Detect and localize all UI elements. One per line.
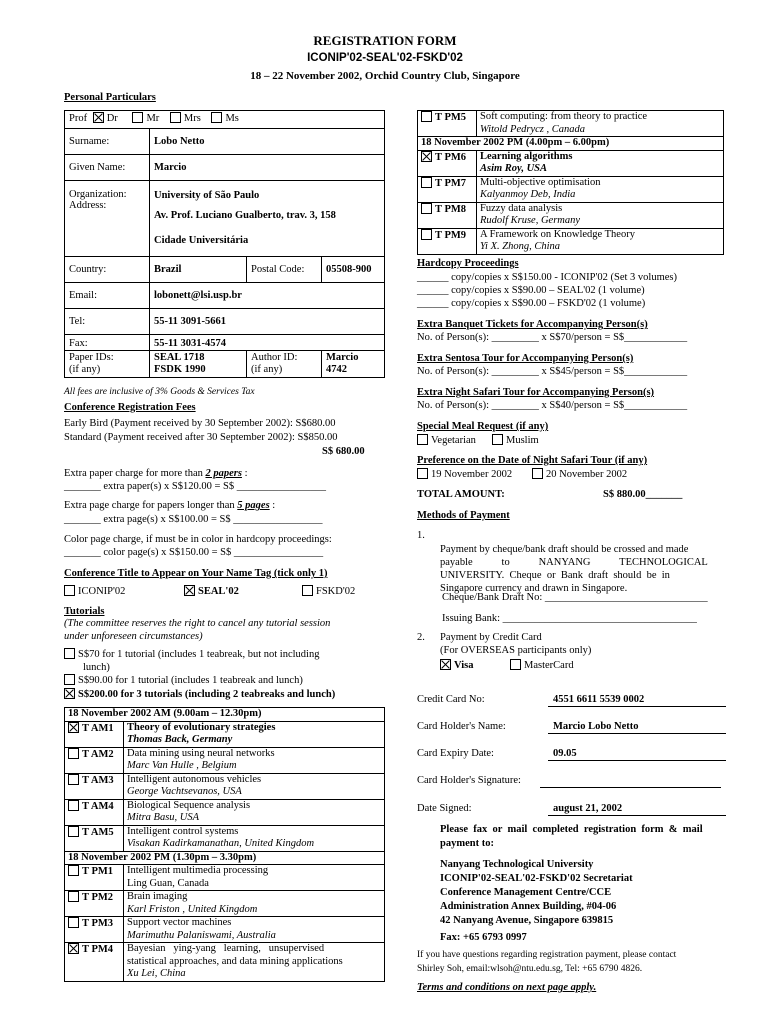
am4-author: Mitra Basu, USA — [127, 812, 200, 823]
country-field[interactable]: Brazil — [150, 257, 247, 283]
title-mrs-checkbox[interactable] — [170, 112, 181, 123]
early-bird-fee: Early Bird (Payment received by 30 September 2002): S$680.00 — [64, 418, 336, 429]
extra-paper-limit: 2 papers — [205, 468, 242, 479]
tutorials-heading: Tutorials — [64, 606, 105, 617]
address-building: Administration Annex Building, #04-06 — [440, 901, 617, 912]
tutorial-opt1-checkbox[interactable] — [64, 648, 75, 659]
surname-field[interactable]: Lobo Netto — [150, 129, 385, 155]
am2-title: Data mining using neural networks — [127, 747, 275, 759]
card-signature-label: Card Holder's Signature: — [417, 775, 521, 786]
author-id-2[interactable]: 4742 — [326, 364, 347, 375]
title-dr-checkbox[interactable] — [93, 112, 104, 123]
nametag-option-fskd — [302, 585, 355, 597]
pm6-author: Asim Roy, USA — [480, 163, 547, 174]
hardcopy-heading: Hardcopy Proceedings — [417, 258, 519, 269]
pm8-checkbox[interactable] — [421, 203, 432, 214]
fees-heading: Conference Registration Fees — [64, 402, 196, 413]
pm8-code: T PM8 — [435, 203, 467, 215]
card-expiry-field[interactable]: 09.05 — [548, 748, 726, 761]
paper-ids-if-any: (if any) — [69, 364, 101, 375]
vegetarian-label: Vegetarian — [431, 435, 476, 446]
tour-19-label: 19 November 2002 — [431, 469, 513, 480]
pm6-title: Learning algorithms — [480, 150, 573, 162]
visa-label: Visa — [454, 660, 474, 671]
extra-paper-question — [64, 468, 248, 479]
hardcopy-line-2[interactable]: ______ copy/copies x S$90.00 – SEAL'02 (1 volume) — [417, 285, 645, 296]
visa-checkbox[interactable] — [440, 659, 451, 670]
pm4-checkbox[interactable] — [68, 943, 79, 954]
pm4-title-2: statistical approaches, and data mining applications — [127, 955, 343, 967]
pm9-title: A Framework on Knowledge Theory — [480, 228, 635, 240]
tutorial-opt1-label: S$70 for 1 tutorial (includes 1 teabreak, but not including — [78, 649, 320, 660]
safari-heading: Extra Night Safari Tour for Accompanying Person(s) — [417, 387, 655, 398]
pm4-code: T PM4 — [82, 944, 114, 955]
am3-checkbox[interactable] — [68, 774, 79, 785]
muslim-label: Muslim — [506, 435, 539, 446]
gst-note: All fees are inclusive of 3% Goods & Services Tax — [64, 387, 255, 397]
pm2-author: Karl Friston , United Kingdom — [127, 903, 258, 915]
payment-m1-line-2: payable to NANYANG TECHNOLOGICAL — [440, 557, 708, 568]
pm2-session-heading: 18 November 2002 PM (4.00pm – 6.00pm) — [418, 137, 724, 151]
card-mastercard — [510, 659, 574, 671]
hardcopy-line-3[interactable]: ______ copy/copies x S$90.00 – FSKD'02 (1 volume) — [417, 298, 646, 309]
pm2-checkbox[interactable] — [68, 891, 79, 902]
tel-field[interactable]: 55-11 3091-5661 — [150, 309, 385, 335]
card-no-label: Credit Card No: — [417, 694, 485, 705]
tutorials-table-right — [417, 110, 724, 255]
country-label: Country: — [65, 257, 150, 283]
email-label: Email: — [65, 283, 150, 309]
author-id-label: Author ID: — [251, 352, 298, 363]
tour-date-20 — [532, 468, 627, 480]
address-line-2[interactable]: Cidade Universitária — [154, 235, 249, 246]
extra-paper-line[interactable]: _______ extra paper(s) x S$120.00 = S$ _________________ — [64, 481, 326, 492]
pm9-author: Yi X. Zhong, China — [480, 241, 561, 252]
pm-session-heading: 18 November 2002 PM (1.30pm – 3.30pm) — [65, 851, 385, 865]
tutorial-opt3-label: S$200.00 for 3 tutorials (including 2 teabreaks and lunch) — [78, 689, 336, 700]
tour-20-checkbox[interactable] — [532, 468, 543, 479]
pm4-author: Xu Lei, China — [127, 968, 186, 979]
pm9-checkbox[interactable] — [421, 229, 432, 240]
standard-fee: Standard (Payment received after 30 September 2002): S$850.00 — [64, 432, 338, 443]
pm8-title: Fuzzy data analysis — [480, 202, 563, 214]
am5-checkbox[interactable] — [68, 826, 79, 837]
muslim-checkbox[interactable] — [492, 434, 503, 445]
tutorial-option-1 — [64, 648, 374, 674]
card-holder-label: Card Holder's Name: — [417, 721, 506, 732]
address-secretariat: ICONIP'02-SEAL'02-FSKD'02 Secretariat — [440, 873, 633, 884]
meal-heading: Special Meal Request (if any) — [417, 421, 549, 432]
payment-m1-line-1: Payment by cheque/bank draft should be crossed and made — [440, 544, 689, 555]
fax-field[interactable]: 55-11 3031-4574 — [150, 335, 385, 351]
tutorial-opt2-label: S$90.00 for 1 tutorial (includes 1 teabreak and lunch) — [78, 675, 303, 686]
date-signed-field[interactable]: august 21, 2002 — [548, 803, 726, 816]
pm5-checkbox[interactable] — [421, 111, 432, 122]
am2-code: T AM2 — [82, 748, 114, 760]
pm2-code: T PM2 — [82, 892, 114, 903]
title-mr-checkbox[interactable] — [132, 112, 143, 123]
card-expiry-label: Card Expiry Date: — [417, 748, 494, 759]
tour-20-label: 20 November 2002 — [546, 469, 628, 480]
issuing-bank-field[interactable]: Issuing Bank: _____________________________________ — [442, 613, 697, 624]
mail-instruction-2: payment to: — [440, 838, 494, 849]
title-ms-checkbox[interactable] — [211, 112, 222, 123]
payment-m2-note: (For OVERSEAS participants only) — [440, 645, 592, 656]
pm7-author: Kalyanmoy Deb, India — [480, 189, 576, 200]
tutorials-table-left — [64, 707, 385, 982]
nametag-fskd-label: FSKD'02 — [316, 586, 356, 597]
title-mrs: Mrs — [183, 113, 201, 124]
am2-checkbox[interactable] — [68, 748, 79, 759]
pm2-title: Brain imaging — [127, 891, 188, 902]
extra-page-text: Extra page charge for papers longer than — [64, 500, 238, 511]
meal-muslim — [492, 434, 539, 446]
color-page-line[interactable]: _______ color page(s) x S$150.00 = S$ _________________ — [64, 547, 324, 558]
am3-code: T AM3 — [82, 774, 114, 786]
card-signature-field[interactable] — [540, 774, 721, 788]
email-field[interactable]: lobonett@lsi.usp.br — [150, 283, 385, 309]
conference-subtitle: ICONIP'02-SEAL'02-FSKD'02 — [307, 52, 463, 64]
extra-page-limit: 5 pages — [237, 500, 270, 511]
am5-title: Intelligent control systems — [127, 825, 239, 837]
sentosa-heading: Extra Sentosa Tour for Accompanying Person(s) — [417, 353, 634, 364]
pm3-author: Marimuthu Palaniswami, Australia — [127, 929, 276, 941]
pm1-checkbox[interactable] — [68, 865, 79, 876]
pm3-title: Support vector machines — [127, 917, 232, 928]
address-line-1[interactable]: Av. Prof. Luciano Gualberto, trav. 3, 158 — [154, 210, 336, 221]
conference-dates: 18 – 22 November 2002, Orchid Country Club, Singapore — [250, 70, 520, 82]
tour-date-19 — [417, 468, 512, 480]
mastercard-label: MasterCard — [524, 660, 574, 671]
organization-field[interactable]: University of São Paulo — [154, 190, 260, 201]
pm6-code: T PM6 — [435, 151, 467, 163]
extra-page-line[interactable]: _______ extra page(s) x S$100.00 = S$ _________________ — [64, 514, 323, 525]
am5-code: T AM5 — [82, 826, 114, 838]
given-name-label: Given Name: — [65, 155, 150, 181]
mastercard-checkbox[interactable] — [510, 659, 521, 670]
date-signed-label: Date Signed: — [417, 803, 472, 814]
tel-label: Tel: — [65, 309, 150, 335]
am4-code: T AM4 — [82, 800, 114, 812]
cheque-number-field[interactable]: Cheque/Bank Draft No: _______________________________ — [442, 592, 708, 603]
payment-heading: Methods of Payment — [417, 510, 510, 521]
pm7-title: Multi-objective optimisation — [480, 176, 601, 188]
banquet-heading: Extra Banquet Tickets for Accompanying Person(s) — [417, 319, 648, 330]
paper-ids-label: Paper IDs: — [69, 352, 114, 363]
given-name-field[interactable]: Marcio — [150, 155, 385, 181]
payment-method-1-number: 1. — [417, 530, 425, 541]
extra-paper-colon: : — [241, 468, 248, 479]
pm3-code: T PM3 — [82, 918, 114, 929]
payment-m1-line-3: UNIVERSITY. Cheque or Bank draft should be in — [440, 570, 670, 581]
author-id-1[interactable]: Marcio — [326, 352, 359, 363]
am3-author: George Vachtsevanos, USA — [127, 786, 242, 797]
pm1-code: T PM1 — [82, 866, 114, 877]
mail-instruction-1: Please fax or mail completed registration form & mail — [440, 824, 703, 835]
postal-label: Postal Code: — [247, 257, 322, 283]
tutorial-opt3-checkbox[interactable] — [64, 688, 75, 699]
pm4-title: Bayesian ying-yang learning, unsupervised — [127, 943, 325, 954]
payment-method-1 — [440, 530, 724, 595]
nametag-fskd-checkbox[interactable] — [302, 585, 313, 596]
title-ms: Ms — [225, 113, 239, 124]
pm5-title: Soft computing: from theory to practice — [480, 111, 648, 122]
am-session-heading: 18 November 2002 AM (9.00am – 12.30pm) — [65, 708, 385, 722]
tutorial-option-2 — [64, 674, 303, 686]
extra-page-colon: : — [269, 500, 276, 511]
am1-code: T AM1 — [82, 722, 114, 734]
nametag-heading: Conference Title to Appear on Your Name Tag (tick only 1) — [64, 568, 328, 579]
nametag-seal-label: SEAL'02 — [198, 586, 239, 597]
extra-paper-text: Extra paper charge for more than — [64, 468, 206, 479]
mailing-address — [440, 858, 633, 945]
am1-checkbox[interactable] — [68, 722, 79, 733]
pm7-code: T PM7 — [435, 177, 467, 189]
pm8-author: Rudolf Kruse, Germany — [480, 215, 581, 226]
am4-checkbox[interactable] — [68, 800, 79, 811]
am1-author: Thomas Back, Germany — [127, 734, 233, 745]
contact-line-2: Shirley Soh, email:wlsoh@ntu.edu.sg, Tel: +65 6790 4826. — [417, 964, 643, 974]
surname-label: Surname: — [65, 129, 150, 155]
postal-field[interactable]: 05508-900 — [322, 257, 385, 283]
card-visa — [440, 659, 473, 671]
pm9-code: T PM9 — [435, 229, 467, 241]
card-no-field[interactable]: 4551 6611 5539 0002 — [548, 694, 726, 707]
color-page-question: Color page charge, if must be in color in hardcopy proceedings: — [64, 534, 332, 545]
title-prof: Prof — [69, 113, 88, 124]
tutorial-opt2-checkbox[interactable] — [64, 674, 75, 685]
fees-total: S$ 680.00 — [322, 446, 365, 457]
tutorials-note-1: (The committee reserves the right to cancel any tutorial session — [64, 618, 331, 629]
paper-id-1[interactable]: SEAL 1718 — [154, 352, 205, 363]
title-dr: Dr — [106, 113, 118, 124]
nametag-option-iconip — [64, 585, 125, 597]
total-amount: S$ 880.00_______ — [603, 489, 683, 500]
fax-label: Fax: — [65, 335, 150, 351]
card-holder-field[interactable]: Marcio Lobo Netto — [548, 721, 726, 734]
tour-date-heading: Preference on the Date of Night Safari Tour (if any) — [417, 455, 648, 466]
personal-heading: Personal Particulars — [64, 92, 156, 103]
banquet-line[interactable]: No. of Person(s): _________ x S$70/person = S$____________ — [417, 332, 688, 343]
pm5-code: T PM5 — [435, 112, 467, 123]
tutorials-note-2: under unforeseen circumstances) — [64, 631, 203, 642]
hardcopy-line-1[interactable]: ______ copy/copies x S$150.00 - ICONIP'02 (Set 3 volumes) — [417, 272, 677, 283]
am4-title: Biological Sequence analysis — [127, 799, 251, 811]
address-ntu: Nanyang Technological University — [440, 859, 594, 870]
payment-method-2-number: 2. — [417, 632, 425, 643]
am5-author: Visakan Kadirkamanathan, United Kingdom — [127, 838, 315, 849]
am2-author: Marc Van Hulle , Belgium — [127, 760, 237, 771]
address-label: Address: — [69, 200, 107, 211]
organization-label: Organization: — [69, 189, 127, 200]
pm6-checkbox[interactable] — [421, 151, 432, 162]
terms-link[interactable]: Terms and conditions on next page apply. — [417, 982, 597, 993]
tour-19-checkbox[interactable] — [417, 468, 428, 479]
payment-m2-title: Payment by Credit Card — [440, 632, 542, 643]
title-mr: Mr — [146, 113, 160, 124]
title-selector — [65, 111, 385, 129]
meal-vegetarian — [417, 434, 476, 446]
safari-line[interactable]: No. of Person(s): _________ x S$40/person = S$____________ — [417, 400, 688, 411]
nametag-iconip-label: ICONIP'02 — [78, 586, 126, 597]
address-centre: Conference Management Centre/CCE — [440, 887, 612, 898]
address-fax: Fax: +65 6793 0997 — [440, 932, 527, 943]
pm3-checkbox[interactable] — [68, 917, 79, 928]
pm7-checkbox[interactable] — [421, 177, 432, 188]
am1-title: Theory of evolutionary strategies — [127, 721, 276, 733]
pm1-title: Intelligent multimedia processing — [127, 865, 269, 876]
nametag-option-seal — [184, 585, 239, 597]
address-street: 42 Nanyang Avenue, Singapore 639815 — [440, 915, 614, 926]
sentosa-line[interactable]: No. of Person(s): _________ x S$45/person = S$____________ — [417, 366, 688, 377]
payment-m1-line-4: Singapore currency and drawn in Singapore. — [440, 583, 628, 594]
extra-page-question — [64, 500, 275, 511]
form-title: REGISTRATION FORM — [313, 33, 457, 48]
pm1-author: Ling Guan, Canada — [127, 877, 209, 889]
vegetarian-checkbox[interactable] — [417, 434, 428, 445]
contact-line-1: If you have questions regarding registration payment, please contact — [417, 950, 677, 960]
paper-id-2[interactable]: FSDK 1990 — [154, 364, 206, 375]
tutorial-option-3 — [64, 688, 335, 700]
am3-title: Intelligent autonomous vehicles — [127, 773, 262, 785]
personal-particulars-table — [64, 110, 385, 378]
author-id-if-any: (if any) — [251, 364, 283, 375]
nametag-iconip-checkbox[interactable] — [64, 585, 75, 596]
total-label: TOTAL AMOUNT: — [417, 489, 505, 500]
tutorial-opt1-label-2: lunch) — [83, 662, 110, 673]
nametag-seal-checkbox[interactable] — [184, 585, 195, 596]
pm5-author: Witold Pedrycz , Canada — [480, 123, 585, 135]
